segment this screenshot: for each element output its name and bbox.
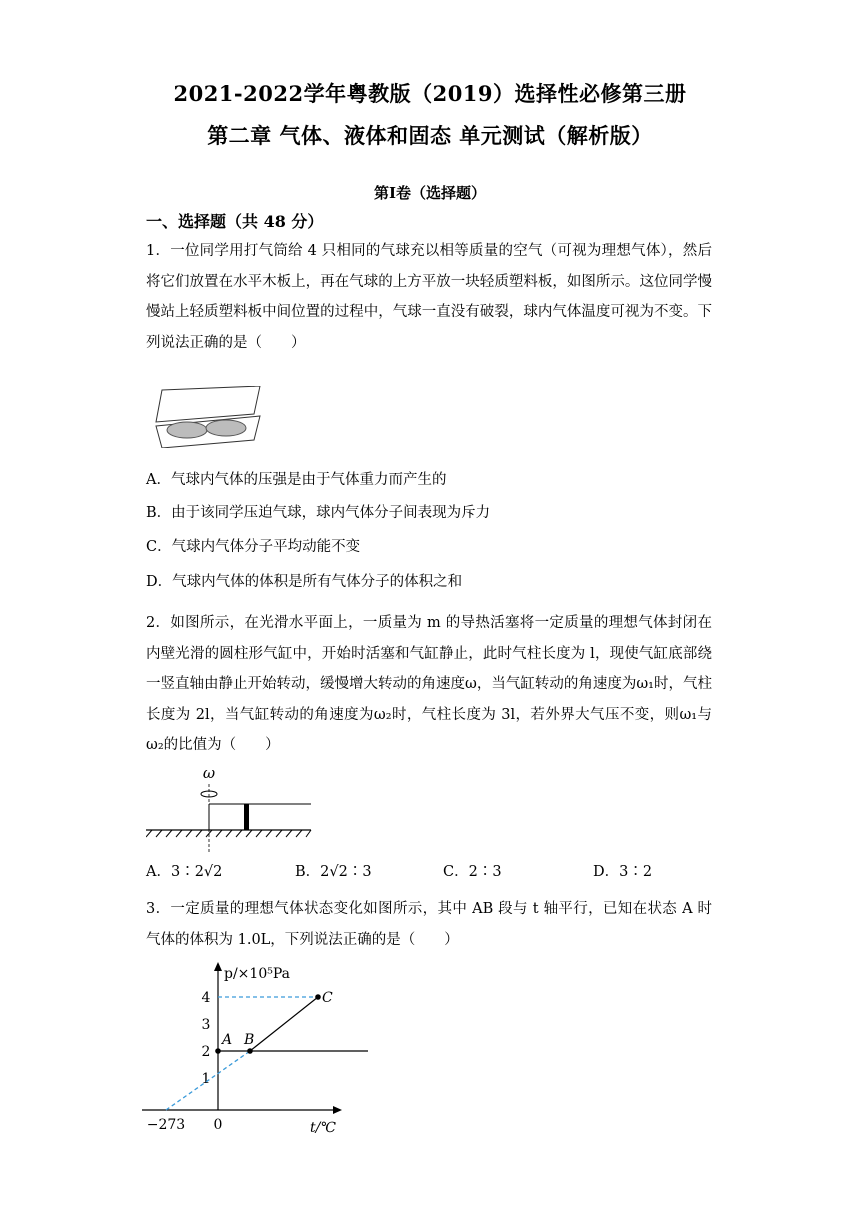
question-1-text: 1．一位同学用打气筒给 4 只相同的气球充以相等质量的空气（可视为理想气体），然后将它们放置在水平木板上，再在气球的上方平放一块轻质塑料板，如图所示。这位同学慢慢站上轻质塑料板中间位置的过程中，气球一直没有破裂，球内气体温度可视为不变。下列说法正确的是（ ） xyxy=(146,243,712,351)
cylinder-figure xyxy=(146,764,316,854)
y-axis-arrow xyxy=(214,962,222,971)
pressure-temperature-chart xyxy=(140,958,380,1136)
point-c-label: C xyxy=(322,990,333,1006)
y-tick-3: 3 xyxy=(201,1017,211,1033)
question-3-text: 3．一定质量的理想气体状态变化如图所示，其中 AB 段与 t 轴平行，已知在状态 A 时气体的体积为 1.0L，下列说法正确的是（ ） xyxy=(146,901,712,948)
question-1-option-b: B．由于该同学压迫气球，球内气体分子间表现为斥力 xyxy=(146,505,491,521)
x-axis-label: t/℃ xyxy=(310,1120,337,1136)
section-heading: 一、选择题（共 48 分） xyxy=(146,212,324,231)
point-b-label: B xyxy=(244,1032,255,1048)
question-2-option-a: A．3∶2√2 xyxy=(146,864,223,880)
piston xyxy=(244,804,249,830)
point-a-label: A xyxy=(222,1032,233,1048)
document-title-line2: 第二章 气体、液体和固态 单元测试（解析版） xyxy=(207,123,653,148)
question-2-option-c: C．2∶3 xyxy=(443,864,502,880)
y-axis-label: p/×10⁵Pa xyxy=(224,966,290,982)
document-title-line1: 2021-2022学年粤教版（2019）选择性必修第三册 xyxy=(173,81,687,106)
y-tick-1: 1 xyxy=(201,1071,211,1087)
x-axis-arrow xyxy=(333,1106,342,1114)
question-1-option-a: A．气球内气体的压强是由于气体重力而产生的 xyxy=(146,472,447,488)
volume-label: 第Ⅰ卷（选择题） xyxy=(373,184,487,202)
point-b xyxy=(247,1048,253,1054)
balloon-right xyxy=(206,420,246,436)
bc-line xyxy=(250,997,318,1051)
ground-hatch xyxy=(146,830,311,837)
question-2-option-d: D．3∶2 xyxy=(593,864,653,880)
point-a xyxy=(215,1048,221,1054)
omega-label: ω xyxy=(202,764,216,782)
y-tick-2: 2 xyxy=(201,1044,211,1060)
question-2-text: 2．如图所示，在光滑水平面上，一质量为 m 的导热活塞将一定质量的理想气体封闭在内壁光滑的圆柱形气缸中，开始时活塞和气缸静止，此时气柱长度为 l，现使气缸底部绕一竖直轴由静止开始转动，缓慢增大转动的角速度ω，当气缸转动的角速度为ω₁时，气柱长度为 2l，当气缸转动的角速度为ω₂时，气柱长度为 3l，若外界大气压不变，则ω₁与ω₂的比值为（ ） xyxy=(146,615,712,753)
question-1-option-d: D．气球内气体的体积是所有气体分子的体积之和 xyxy=(146,574,463,590)
x-tick-0: 0 xyxy=(213,1117,223,1133)
question-2-option-b: B．2√2∶3 xyxy=(295,864,372,880)
balloon-figure xyxy=(154,386,264,448)
question-1-option-c: C．气球内气体分子平均动能不变 xyxy=(146,539,361,555)
plastic-plate xyxy=(156,386,260,422)
point-c xyxy=(315,994,321,1000)
x-tick-minus-273: −273 xyxy=(146,1117,186,1133)
y-tick-4: 4 xyxy=(201,990,211,1006)
balloon-left xyxy=(167,422,207,438)
